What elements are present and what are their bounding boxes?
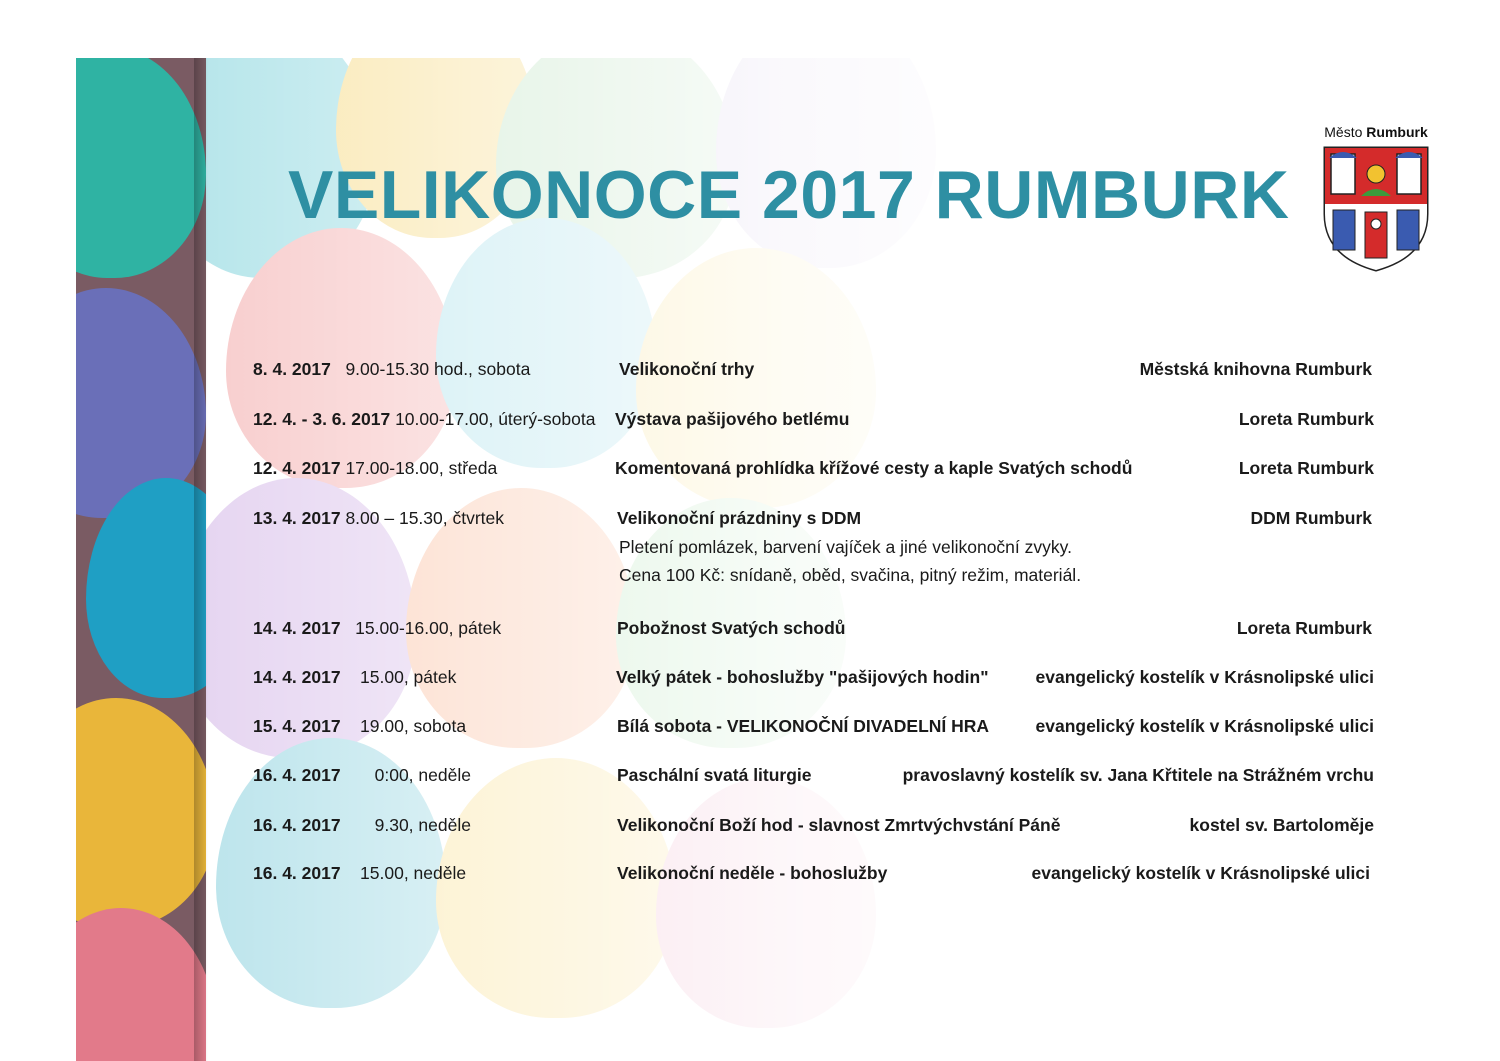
event-place: kostel sv. Bartoloměje bbox=[1189, 815, 1374, 835]
event-name: Velikonoční neděle - bohoslužby bbox=[617, 863, 888, 883]
event-place: Městská knihovna Rumburk bbox=[1139, 359, 1372, 379]
event-name: Výstava pašijového betlému bbox=[615, 409, 850, 429]
event-date: 15. 4. 2017 19.00, sobota bbox=[253, 716, 467, 736]
event-place: Loreta Rumburk bbox=[1238, 458, 1374, 478]
event-detail: Cena 100 Kč: snídaně, oběd, svačina, pitný režim, materiál. bbox=[619, 565, 1082, 585]
page-title: VELIKONOCE 2017 RUMBURK bbox=[288, 157, 1290, 233]
event-name: Komentovaná prohlídka křížové cesty a kaple Svatých schodů bbox=[615, 458, 1133, 478]
event-row bbox=[76, 815, 1500, 839]
event-row bbox=[76, 765, 1500, 789]
events-list bbox=[76, 58, 1500, 1061]
event-name: Pobožnost Svatých schodů bbox=[617, 618, 846, 638]
event-name: Bílá sobota - VELIKONOČNÍ DIVADELNÍ HRA bbox=[617, 716, 990, 736]
event-place: pravoslavný kostelík sv. Jana Křtitele na Strážném vrchu bbox=[902, 765, 1374, 785]
event-date: 12. 4. 2017 17.00-18.00, středa bbox=[253, 458, 498, 478]
event-name: Velikonoční Boží hod - slavnost Zmrtvýchvstání Páně bbox=[617, 815, 1061, 835]
event-name: Paschální svatá liturgie bbox=[617, 765, 812, 785]
event-place: evangelický kostelík v Krásnolipské ulici bbox=[1035, 667, 1374, 687]
event-row bbox=[76, 863, 1500, 887]
event-row bbox=[76, 618, 1500, 642]
logo-caption: Město Rumburk bbox=[1324, 124, 1428, 140]
event-row bbox=[76, 359, 1500, 383]
event-row bbox=[76, 716, 1500, 740]
event-place: Loreta Rumburk bbox=[1236, 618, 1372, 638]
event-date: 16. 4. 2017 9.30, neděle bbox=[253, 815, 471, 835]
event-place: DDM Rumburk bbox=[1250, 508, 1372, 528]
event-date: 16. 4. 2017 0:00, neděle bbox=[253, 765, 471, 785]
event-row bbox=[76, 667, 1500, 691]
event-name: Velký pátek - bohoslužby "pašijových hodin" bbox=[616, 667, 989, 687]
event-name: Velikonoční prázdniny s DDM bbox=[617, 508, 862, 528]
event-date: 8. 4. 2017 9.00-15.30 hod., sobota bbox=[253, 359, 531, 379]
event-date: 13. 4. 2017 8.00 – 15.30, čtvrtek bbox=[253, 508, 505, 528]
event-name: Velikonoční trhy bbox=[619, 359, 755, 379]
event-date: 14. 4. 2017 15.00, pátek bbox=[253, 667, 457, 687]
event-date: 12. 4. - 3. 6. 2017 10.00-17.00, úterý-sobota bbox=[253, 409, 596, 429]
event-row bbox=[76, 409, 1500, 433]
event-detail: Pletení pomlázek, barvení vajíček a jiné velikonoční zvyky. bbox=[619, 537, 1072, 557]
event-place: Loreta Rumburk bbox=[1238, 409, 1374, 429]
event-row bbox=[76, 458, 1500, 482]
event-date: 14. 4. 2017 15.00-16.00, pátek bbox=[253, 618, 502, 638]
event-place: evangelický kostelík v Krásnolipské ulici bbox=[1035, 716, 1374, 736]
event-row bbox=[76, 508, 1500, 532]
event-date: 16. 4. 2017 15.00, neděle bbox=[253, 863, 467, 883]
event-place: evangelický kostelík v Krásnolipské ulici bbox=[1031, 863, 1370, 883]
poster bbox=[76, 58, 1500, 1061]
